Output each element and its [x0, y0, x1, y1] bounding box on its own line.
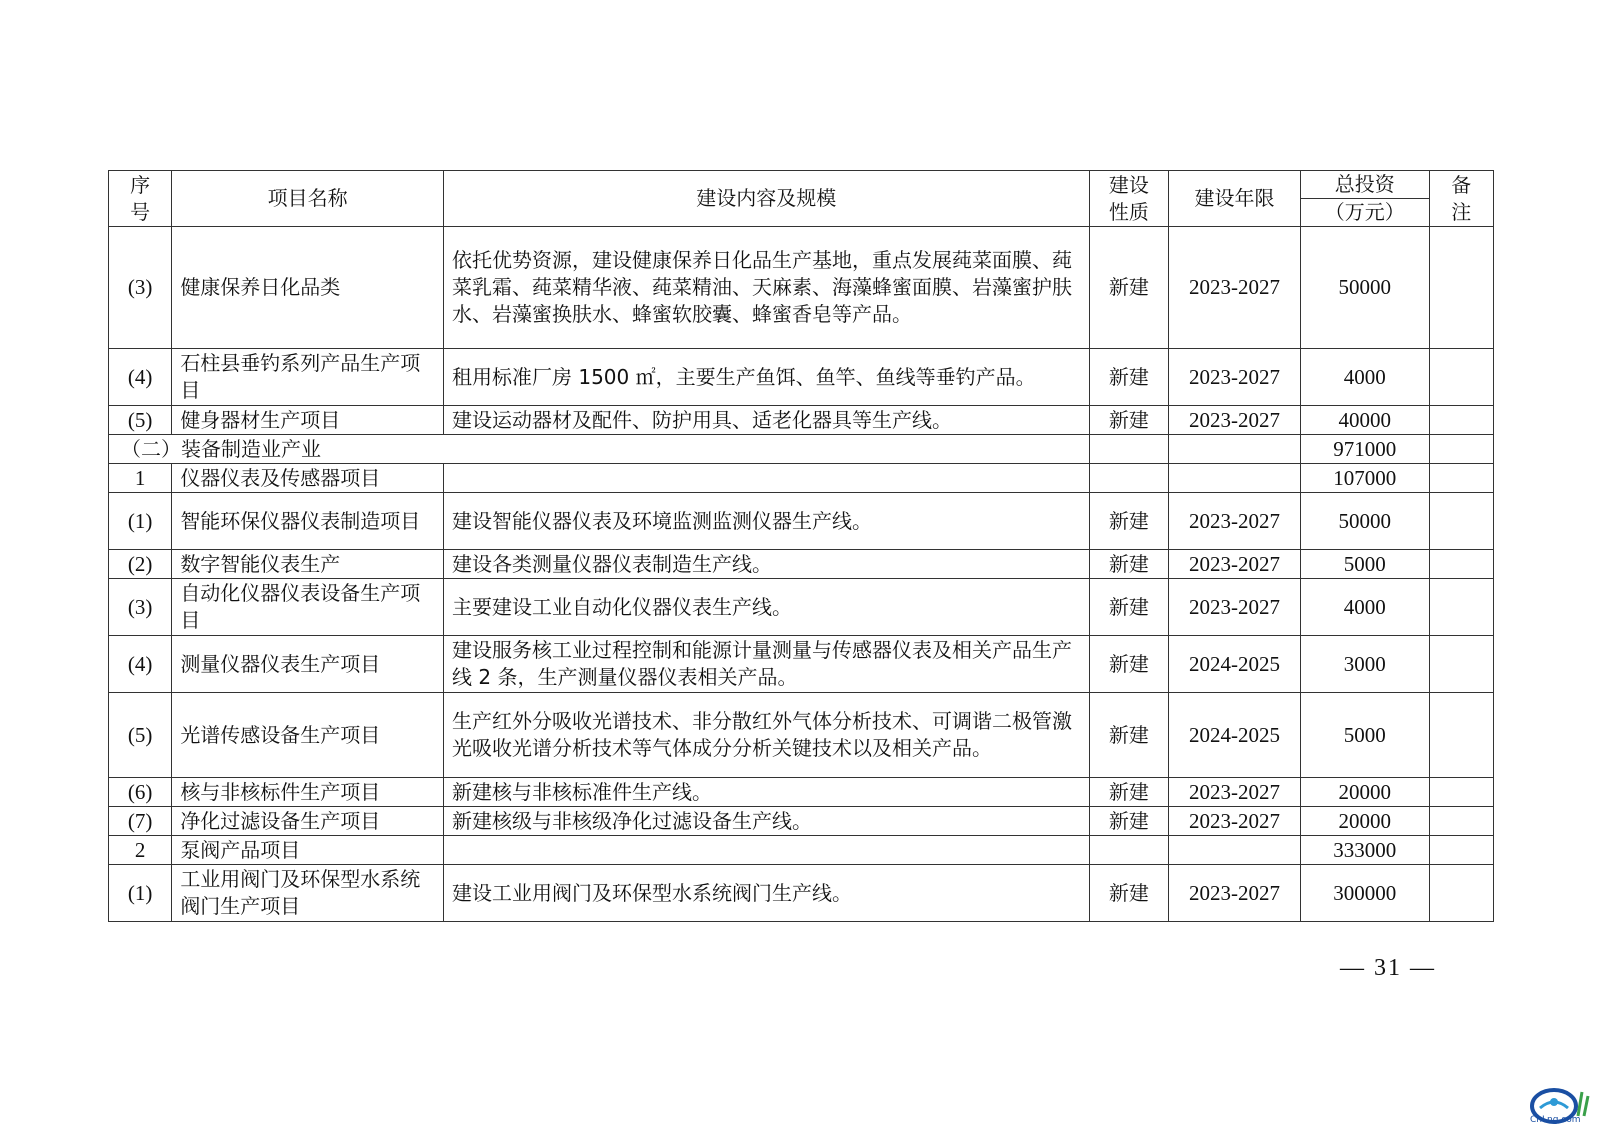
row-remark — [1429, 693, 1493, 778]
row-period — [1169, 836, 1301, 865]
row-remark — [1429, 435, 1493, 464]
table-row — [109, 464, 1494, 493]
row-name: 工业用阀门及环保型水系统阀门生产项目 — [172, 865, 444, 922]
header-nature: 建设性质 — [1089, 171, 1169, 227]
row-content: 新建核与非核标准件生产线。 — [444, 778, 1090, 807]
row-nature: 新建 — [1089, 349, 1169, 406]
row-no: 1 — [109, 464, 172, 493]
row-nature: 新建 — [1089, 579, 1169, 636]
row-name: 石柱县垂钓系列产品生产项目 — [172, 349, 444, 406]
row-name: 健身器材生产项目 — [172, 406, 444, 435]
table-row — [109, 778, 1494, 807]
watermark-text: CnLng.com — [1530, 1115, 1581, 1125]
row-nature: 新建 — [1089, 227, 1169, 349]
header-investment-unit: （万元） — [1324, 200, 1405, 224]
row-period: 2023-2027 — [1169, 349, 1301, 406]
table-row — [109, 227, 1494, 349]
row-nature: 新建 — [1089, 865, 1169, 922]
row-content: 建设各类测量仪器仪表制造生产线。 — [444, 550, 1090, 579]
table-row — [109, 865, 1494, 922]
row-investment: 50000 — [1300, 493, 1429, 550]
row-content: 租用标准厂房 1500 ㎡，主要生产鱼饵、鱼竿、鱼线等垂钓产品。 — [444, 349, 1090, 406]
header-remark: 备注 — [1429, 171, 1493, 227]
row-remark — [1429, 406, 1493, 435]
row-content: 新建核级与非核级净化过滤设备生产线。 — [444, 807, 1090, 836]
table-row — [109, 579, 1494, 636]
row-no: (5) — [109, 693, 172, 778]
row-period: 2023-2027 — [1169, 406, 1301, 435]
row-no: (3) — [109, 227, 172, 349]
row-investment: 107000 — [1300, 464, 1429, 493]
row-content: 建设智能仪器仪表及环境监测监测仪器生产线。 — [444, 493, 1090, 550]
row-no: (1) — [109, 493, 172, 550]
row-investment: 4000 — [1300, 349, 1429, 406]
row-remark — [1429, 579, 1493, 636]
row-period — [1169, 435, 1301, 464]
row-no: (1) — [109, 865, 172, 922]
row-content: 建设工业用阀门及环保型水系统阀门生产线。 — [444, 865, 1090, 922]
table-row — [109, 406, 1494, 435]
row-content: 建设服务核工业过程控制和能源计量测量与传感器仪表及相关产品生产线 2 条，生产测量仪器仪表相关产品。 — [444, 636, 1090, 693]
row-nature: 新建 — [1089, 550, 1169, 579]
row-no: 2 — [109, 836, 172, 865]
row-period: 2023-2027 — [1169, 778, 1301, 807]
row-no: (7) — [109, 807, 172, 836]
row-remark — [1429, 550, 1493, 579]
row-nature: 新建 — [1089, 406, 1169, 435]
row-content: 依托优势资源，建设健康保养日化品生产基地，重点发展莼菜面膜、莼菜乳霜、莼菜精华液、莼菜精油、天麻素、海藻蜂蜜面膜、岩藻蜜护肤水、岩藻蜜换肤水、蜂蜜软胶囊、蜂蜜香皂等产品。 — [444, 227, 1090, 349]
row-nature: 新建 — [1089, 493, 1169, 550]
header-name: 项目名称 — [172, 171, 444, 227]
row-name: 智能环保仪器仪表制造项目 — [172, 493, 444, 550]
investment-project-table — [108, 170, 1494, 922]
row-investment: 5000 — [1300, 550, 1429, 579]
row-content: 建设运动器材及配件、防护用具、适老化器具等生产线。 — [444, 406, 1090, 435]
section-title: （二）装备制造业产业 — [109, 435, 1090, 464]
header-no: 序号 — [109, 171, 172, 227]
row-remark — [1429, 464, 1493, 493]
row-name: 净化过滤设备生产项目 — [172, 807, 444, 836]
row-name: 数字智能仪表生产 — [172, 550, 444, 579]
row-no: (5) — [109, 406, 172, 435]
table-row — [109, 493, 1494, 550]
row-nature — [1089, 464, 1169, 493]
header-investment — [1300, 171, 1429, 227]
row-investment: 4000 — [1300, 579, 1429, 636]
row-name: 仪器仪表及传感器项目 — [172, 464, 444, 493]
row-nature: 新建 — [1089, 693, 1169, 778]
row-content — [444, 836, 1090, 865]
row-no: (3) — [109, 579, 172, 636]
row-nature — [1089, 836, 1169, 865]
row-investment: 5000 — [1300, 693, 1429, 778]
table-row — [109, 550, 1494, 579]
row-remark — [1429, 807, 1493, 836]
row-period — [1169, 464, 1301, 493]
row-period: 2023-2027 — [1169, 493, 1301, 550]
row-content — [444, 464, 1090, 493]
row-no: (4) — [109, 349, 172, 406]
row-content: 主要建设工业自动化仪器仪表生产线。 — [444, 579, 1090, 636]
row-investment: 20000 — [1300, 778, 1429, 807]
row-investment: 50000 — [1300, 227, 1429, 349]
row-content: 生产红外分吸收光谱技术、非分散红外气体分析技术、可调谐二极管激光吸收光谱分析技术等气体成分分析关键技术以及相关产品。 — [444, 693, 1090, 778]
table-header-row — [109, 171, 1494, 227]
page-number: — 31 — — [1340, 955, 1436, 981]
row-investment: 3000 — [1300, 636, 1429, 693]
row-remark — [1429, 227, 1493, 349]
row-no: (2) — [109, 550, 172, 579]
table-row — [109, 636, 1494, 693]
row-name: 泵阀产品项目 — [172, 836, 444, 865]
row-remark — [1429, 636, 1493, 693]
row-period: 2023-2027 — [1169, 807, 1301, 836]
row-nature — [1089, 435, 1169, 464]
table-row — [109, 836, 1494, 865]
row-period: 2023-2027 — [1169, 550, 1301, 579]
row-name: 自动化仪器仪表设备生产项目 — [172, 579, 444, 636]
header-investment-label: 总投资 — [1301, 171, 1429, 199]
row-nature: 新建 — [1089, 778, 1169, 807]
row-remark — [1429, 836, 1493, 865]
row-remark — [1429, 493, 1493, 550]
table-row — [109, 693, 1494, 778]
section-row — [109, 435, 1494, 464]
row-no: (4) — [109, 636, 172, 693]
row-period: 2024-2025 — [1169, 636, 1301, 693]
row-period: 2023-2027 — [1169, 865, 1301, 922]
row-nature: 新建 — [1089, 807, 1169, 836]
row-investment: 40000 — [1300, 406, 1429, 435]
header-content: 建设内容及规模 — [444, 171, 1090, 227]
row-period: 2023-2027 — [1169, 579, 1301, 636]
table-row — [109, 349, 1494, 406]
row-nature: 新建 — [1089, 636, 1169, 693]
row-no: (6) — [109, 778, 172, 807]
row-name: 测量仪器仪表生产项目 — [172, 636, 444, 693]
table-row — [109, 807, 1494, 836]
row-investment: 333000 — [1300, 836, 1429, 865]
row-name: 健康保养日化品类 — [172, 227, 444, 349]
section-investment: 971000 — [1300, 435, 1429, 464]
row-investment: 300000 — [1300, 865, 1429, 922]
row-name: 核与非核标件生产项目 — [172, 778, 444, 807]
row-remark — [1429, 865, 1493, 922]
row-name: 光谱传感设备生产项目 — [172, 693, 444, 778]
row-remark — [1429, 349, 1493, 406]
row-period: 2024-2025 — [1169, 693, 1301, 778]
row-period: 2023-2027 — [1169, 227, 1301, 349]
row-remark — [1429, 778, 1493, 807]
row-investment: 20000 — [1300, 807, 1429, 836]
header-period: 建设年限 — [1169, 171, 1301, 227]
